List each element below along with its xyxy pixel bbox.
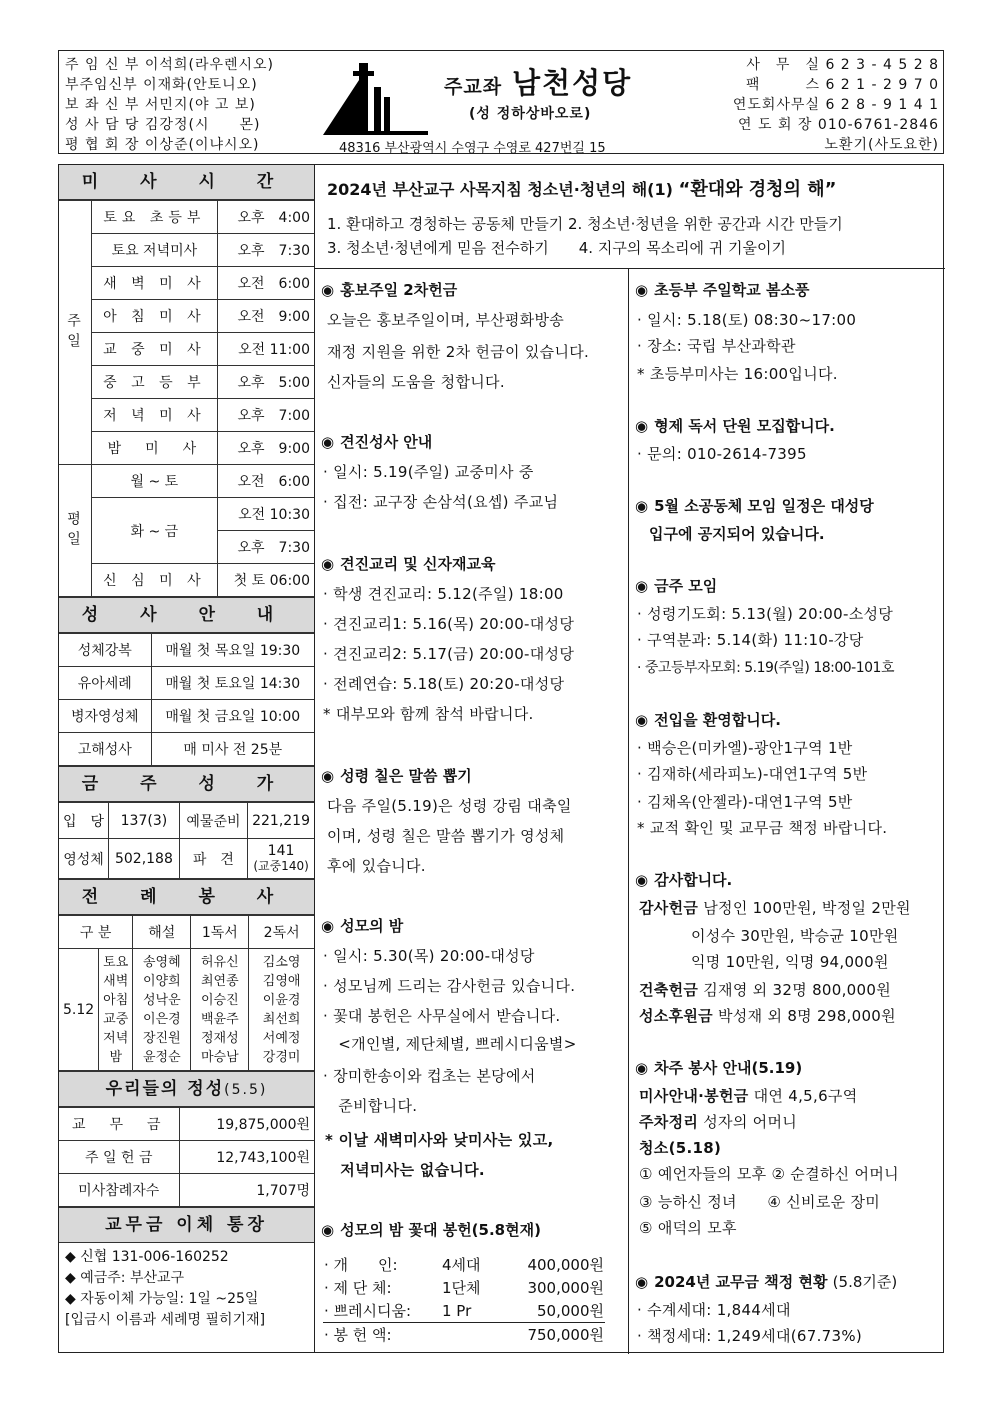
hymn-label: 파 견 (179, 839, 247, 879)
sacrament-name: 성체강복 (59, 634, 151, 667)
mass-name: 토요 저녁미사 (91, 234, 217, 267)
devotion-table (59, 1107, 314, 1207)
contact-line: 연 도 회 장 010-6761-2846 (738, 117, 939, 133)
sacrament-time: 매월 첫 목요일 19:30 (151, 634, 314, 667)
mass-time: 오전 11:00 (218, 333, 314, 366)
welcome-title: ◉ 전입을 환영합니다. (635, 711, 781, 729)
bank-line: [입금시 이름과 세례명 필히기재] (65, 1312, 266, 1328)
staff-line: 성 사 담 당 김강정(시 몬) (65, 117, 261, 133)
tithe-status-title: ◉ 2024년 교무금 책정 현황 (5.8기준) (635, 1273, 898, 1291)
bank-line: ◆ 예금주: 부산교구 (65, 1270, 185, 1286)
right-area (315, 165, 945, 1352)
marian-night-title: ◉ 성모의 밤 (321, 917, 404, 935)
sacrament-time: 매월 첫 토요일 14:30 (151, 667, 314, 700)
mass-time: 오전 6:00 (218, 267, 314, 300)
notice-column-a: ◉ 홍보주일 2차헌금 오늘은 홍보주일이며, 부산평화방송 재정 지원을 위한 2차 헌금이 있습니다. 신자들의 도움을 청합니다. ◉ 견진성사 안내 · 일시: 5.19(주일) 교중미사 중 · 집전: 교구장 손삼석(요셉) 주교님 ◉ 견진교리 및 신자재교육 · 학생 견진교리: 5.12(주일) 18:00 · 견진교리1: 5.16(목) 20:00-대성당 · 견진교리2: 5.17(금) 20:00-대성당 · 전례연습: 5.18(토) 20:20-대성당 * 대부모와 함께 참석 바랍니다. ◉ 성령 칠은 말씀 뽑기 다음 주일(5.19)은 성령 강림 대축일 이며, 성령 칠은 말씀 뽑기가 영성체 후에 있습니다. ◉ 성모의 밤 · 일시: 5.30(목) 20:00-대성당 · 성모님께 드리는 감사헌금 있습니다. · 꽃대 봉헌은 사무실에서 받습니다. <개인별, 제단체별, 쁘레시디움별> · 장미한송이와 컵초는 본당에서 준비합니다. * 이날 새벽미사와 낮미사는 있고, 저녁미사는 없습니다. ◉ 성모의 밤 꽃대 봉헌(5.8현재) · 개 인: 4세대 400,000원 · 제 단 체: 1단체 300,000원 · 쁘레시디움: 1 Pr 50,000원 · 봉 헌 액: 750,000원 (315, 269, 629, 1354)
hymn-label: 영성체 (59, 839, 109, 879)
next-week-service-title: ◉ 차주 봉사 안내(5.19) (635, 1059, 803, 1077)
parish-subtitle: (성 정하상바오로) (469, 106, 592, 122)
bank-line: ◆ 자동이체 가능일: 1일 ~25일 (65, 1291, 259, 1307)
hymn-number: 137(3) (109, 803, 180, 839)
sacrament-name: 고해성사 (59, 733, 151, 766)
devotion-value: 1,707명 (179, 1174, 314, 1207)
mass-name: 아 침 미 사 (91, 300, 217, 333)
bank-line: ◆ 신협 131-006-160252 (65, 1249, 229, 1265)
sacrament-name: 병자영성체 (59, 700, 151, 733)
mass-time: 오후 4:00 (218, 201, 314, 234)
service-date: 5.12 (59, 949, 99, 1071)
mass-name: 월 ~ 토 (91, 465, 217, 498)
mass-times-heading: 미 사 시 간 (59, 165, 314, 200)
banner-line: 3. 청소년·청년에게 믿음 전수하기 4. 지구의 목소리에 귀 기울이기 (327, 239, 787, 257)
small-community-notice: ◉ 5월 소공동체 모임 일정은 대성당 (635, 497, 874, 515)
staff-line: 주 임 신 부 이석희(라우렌시오) (65, 57, 275, 73)
mass-time: 첫 토 06:00 (218, 564, 314, 597)
mass-time: 오전 9:00 (218, 300, 314, 333)
banner-title: 2024년 부산교구 사목지침 청소년·청년의 해(1) “환대와 경청의 해” (327, 179, 837, 200)
mass-name: 새 벽 미 사 (91, 267, 217, 300)
sacrament-time: 매월 첫 금요일 10:00 (151, 700, 314, 733)
devotion-label: 교 무 금 (59, 1108, 179, 1141)
devotion-label: 주 일 헌 금 (59, 1141, 179, 1174)
hymn-number: 141 (267, 842, 295, 859)
service-table (59, 915, 314, 1071)
church-logo (321, 57, 431, 137)
column-header: 구 분 (59, 916, 133, 949)
mass-time: 오후 7:00 (218, 399, 314, 432)
bulletin-header (58, 50, 944, 154)
staff-line: 평 협 회 장 이상준(이냐시오) (65, 137, 260, 153)
bank-info (59, 1243, 314, 1335)
contact-line: 연도회사무실 6 2 8 - 9 1 4 1 (732, 97, 939, 113)
mass-time: 오전 6:00 (218, 465, 314, 498)
parish-address: 48316 부산광역시 수영구 수영로 427번길 15 (339, 141, 606, 156)
seven-gifts-title: ◉ 성령 칠은 말씀 뽑기 (321, 767, 472, 785)
confirmation-title: ◉ 견진성사 안내 (321, 433, 433, 451)
mass-time: 오후 9:00 (218, 432, 314, 465)
promo-sunday-title: ◉ 홍보주일 2차헌금 (321, 281, 458, 299)
service-mass-list: 토요 새벽 아침 교중 저녁 밤 (99, 949, 133, 1071)
mass-name: 화 ~ 금 (91, 498, 217, 564)
hymn-label: 입 당 (59, 803, 109, 839)
banner-line: 1. 환대하고 경청하는 공동체 만들기 2. 청소년·청년을 위한 공간과 시간 만들기 (327, 215, 843, 233)
reading2-list: 김소영 김영애 이윤경 최선희 서예정 강경미 (249, 949, 314, 1071)
sunday-label: 주일 (65, 312, 81, 353)
mass-name: 신 심 미 사 (91, 564, 217, 597)
notice-column-b: ◉ 초등부 주일학교 봄소풍 · 일시: 5.18(토) 08:30~17:00 · 장소: 국립 부산과학관 * 초등부미사는 16:00입니다. ◉ 형제 독서 단원 모집합니다. · 문의: 010-2614-7395 ◉ 5월 소공동체 모임 일정은 대성당 입구에 공지되어 있습니다. ◉ 금주 모임 · 성령기도회: 5.13(월) 20:00-소성당 · 구역분과: 5.14(화) 11:10-강당 · 중고등부자모회: 5.19(주일) 18:00-101호 ◉ 전입을 환영합니다. · 백승은(미카엘)-광안1구역 1반 · 김재하(세라피노)-대연1구역 5반 · 김채옥(안젤라)-대연1구역 5반 * 교적 확인 및 교무금 책정 바랍니다. ◉ 감사합니다. 감사헌금 남정인 100만원, 박정일 2만원 이성수 30만원, 박승균 10만원 익명 10만원, 익명 94,000원 건축헌금 김재영 외 32명 800,000원 성소후원금 박성재 외 8명 298,000원 ◉ 차주 봉사 안내(5.19) 미사안내·봉헌금 대연 4,5,6구역 주차정리 성자의 어머니 청소(5.18) ① 예언자들의 모후 ② 순결하신 어머니 ③ 능하신 정녀 ④ 신비로운 장미 ⑤ 애덕의 모후 ◉ 2024년 교무금 책정 현황 (5.8기준) · 수계세대: 1,844세대 · 책정세대: 1,249세대(67.73%) (635, 281, 911, 1345)
mass-name: 토요 초등부 (91, 201, 217, 234)
weekday-label: 평일 (65, 510, 81, 551)
pastoral-banner (315, 165, 945, 269)
flower-offering-title: ◉ 성모의 밤 꽃대 봉헌(5.8현재) (321, 1221, 541, 1239)
mass-time: 오전 10:30 (218, 498, 314, 531)
flower-offering-table: · 개 인: 4세대 400,000원 · 제 단 체: 1단체 300,000원 · 쁘레시디움: 1 Pr 50,000원 · 봉 헌 액: 750,000원 (324, 1256, 604, 1344)
hymn-number: 221,219 (248, 803, 314, 839)
devotion-heading: 우리들의 정성(5.5) (59, 1071, 314, 1107)
devotion-label: 미사참례자수 (59, 1174, 179, 1207)
column-header: 해설 (133, 916, 191, 949)
reading1-list: 허유신 최연종 이승진 백윤주 정재성 마승남 (191, 949, 249, 1071)
mass-name: 중 고 등 부 (91, 366, 217, 399)
mass-time: 오후 7:30 (218, 531, 314, 564)
mass-name: 교 중 미 사 (91, 333, 217, 366)
mass-name: 밤 미 사 (91, 432, 217, 465)
hymns-table (59, 802, 314, 879)
contact-line: 팩 스 6 2 1 - 2 9 7 0 (745, 77, 939, 93)
sacrament-name: 유아세례 (59, 667, 151, 700)
bank-heading: 교무금 이체 통장 (59, 1207, 314, 1243)
staff-line: 부주임신부 이재화(안토니오) (65, 77, 258, 93)
contact-line: 노환기(사도요한) (824, 137, 939, 153)
mass-times-table (59, 200, 314, 597)
meetings-title: ◉ 금주 모임 (635, 577, 718, 595)
service-heading: 전 례 봉 사 (59, 879, 314, 915)
bulletin-main (58, 164, 944, 1353)
devotion-value: 12,743,100원 (179, 1141, 314, 1174)
hymn-note: (교중140) (253, 858, 309, 873)
hymn-number: 502,188 (109, 839, 180, 879)
picnic-title: ◉ 초등부 주일학교 봄소풍 (635, 281, 810, 299)
mass-time: 오후 5:00 (218, 366, 314, 399)
sacrament-time: 매 미사 전 25분 (151, 733, 314, 766)
left-column (59, 165, 315, 1352)
lector-recruit-title: ◉ 형제 독서 단원 모집합니다. (635, 417, 835, 435)
sacraments-heading: 성 사 안 내 (59, 597, 314, 633)
contact-line: 사 무 실 6 2 3 - 4 5 2 8 (746, 57, 939, 73)
sacraments-table (59, 633, 314, 766)
hymns-heading: 금 주 성 가 (59, 766, 314, 802)
hymn-label: 예물준비 (179, 803, 247, 839)
column-header: 2독서 (249, 916, 314, 949)
commentary-list: 송영혜 이양희 성낙운 이은경 장진원 윤정순 (133, 949, 191, 1071)
column-header: 1독서 (191, 916, 249, 949)
mass-time: 오후 7:30 (218, 234, 314, 267)
mass-name: 저 녁 미 사 (91, 399, 217, 432)
parish-title: 주교좌 남천성당 (444, 66, 633, 100)
thanks-title: ◉ 감사합니다. (635, 871, 733, 889)
devotion-value: 19,875,000원 (179, 1108, 314, 1141)
staff-line: 보 좌 신 부 서민지(야 고 보) (65, 97, 256, 113)
catechesis-title: ◉ 견진교리 및 신자재교육 (321, 555, 496, 573)
